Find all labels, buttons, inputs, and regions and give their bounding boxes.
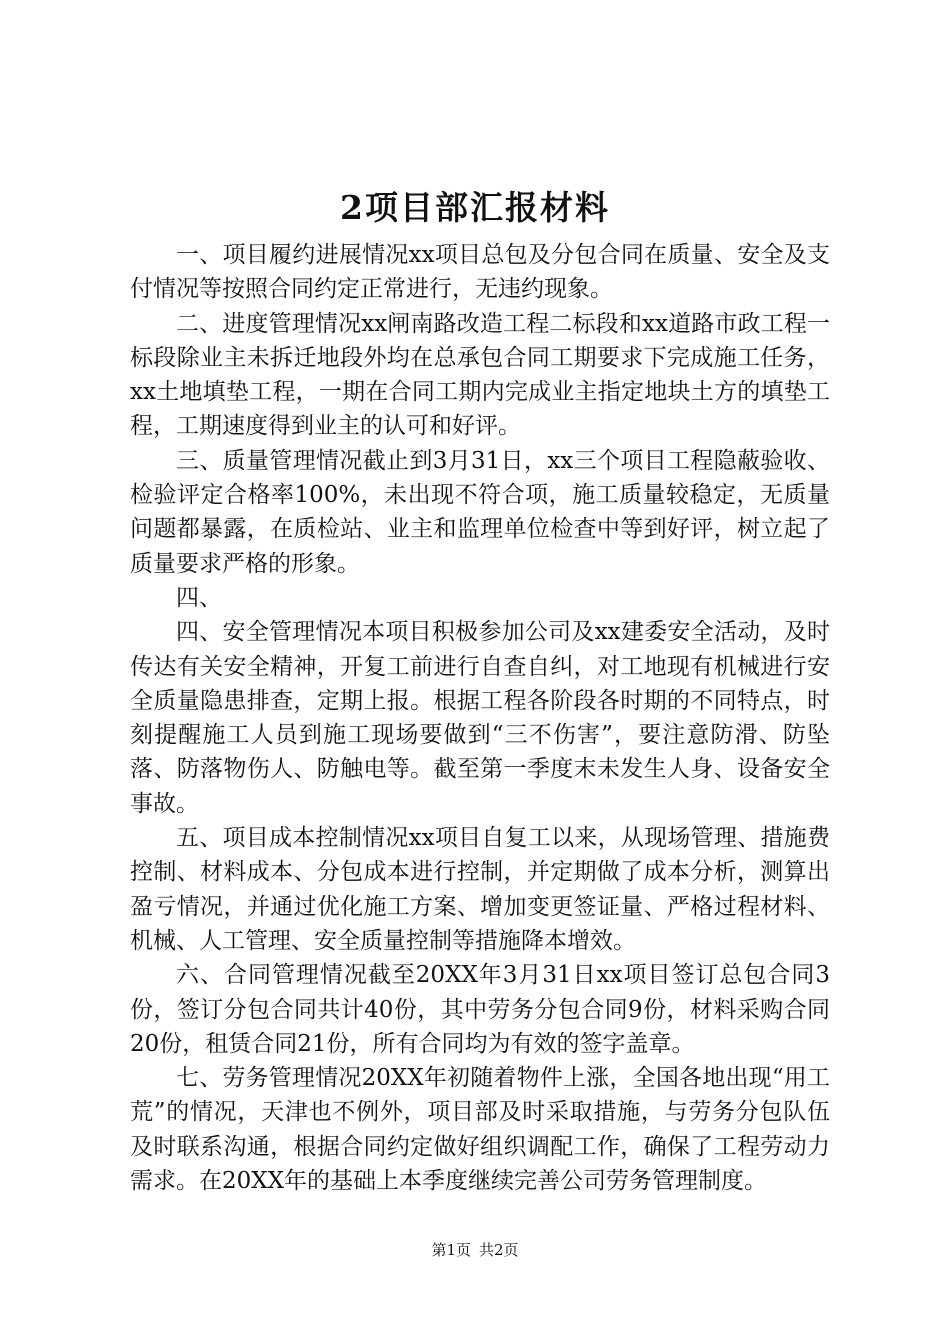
paragraph-safety: 四、安全管理情况本项目积极参加公司及xx建委安全活动，及时传达有关安全精神，开复工前进行自查自纠，对工地现有机械进行安全质量隐患排查，定期上报。根据工程各阶段各时期的不同特点，时刻提醒施工人员到施工现场要做到“三不伤害”，要注意防滑、防坠落、防落物伤人、防触电等。截至第一季度末未发生人身、设备安全事故。	[130, 619, 830, 817]
document-body	[130, 238, 830, 1198]
paragraph-schedule: 二、进度管理情况xx闸南路改造工程二标段和xx道路市政工程一标段除业主未拆迁地段外均在总承包合同工期要求下完成施工任务，xx土地填垫工程，一期在合同工期内完成业主指定地块土方的填垫工程，工期速度得到业主的认可和好评。	[130, 310, 830, 440]
page-total: 共2页	[479, 1241, 519, 1259]
page-footer	[0, 1240, 950, 1260]
paragraph-heading-four: 四、	[176, 584, 222, 611]
paragraph-contract: 六、合同管理情况截至20XX年3月31日xx项目签订总包合同3份，签订分包合同共计40份，其中劳务分包合同9份，材料采购合同20份，租赁合同21份，所有合同均为有效的签字盖章。	[130, 962, 830, 1057]
document-title: 2项目部汇报材料	[340, 188, 610, 227]
paragraph-quality: 三、质量管理情况截止到3月31日，xx三个项目工程隐蔽验收、检验评定合格率100%，未出现不符合项，施工质量较稳定，无质量问题都暴露，在质检站、业主和监理单位检查中等到好评，树立起了质量要求严格的形象。	[130, 447, 830, 577]
page-number: 第1页	[431, 1241, 471, 1259]
paragraph-cost: 五、项目成本控制情况xx项目自复工以来，从现场管理、措施费控制、材料成本、分包成本进行控制，并定期做了成本分析，测算出盈亏情况，并通过优化施工方案、增加变更签证量、严格过程材料、机械、人工管理、安全质量控制等措施降本增效。	[130, 825, 830, 954]
paragraph-performance: 一、项目履约进展情况xx项目总包及分包合同在质量、安全及支付情况等按照合同约定正常进行，无违约现象。	[130, 242, 830, 303]
paragraph-labor: 七、劳务管理情况20XX年初随着物件上涨，全国各地出现“用工荒”的情况，天津也不例外，项目部及时采取措施，与劳务分包队伍及时联系沟通，根据合同约定做好组织调配工作，确保了工程劳动力需求。在20XX年的基础上本季度继续完善公司劳务管理制度。	[130, 1065, 830, 1195]
